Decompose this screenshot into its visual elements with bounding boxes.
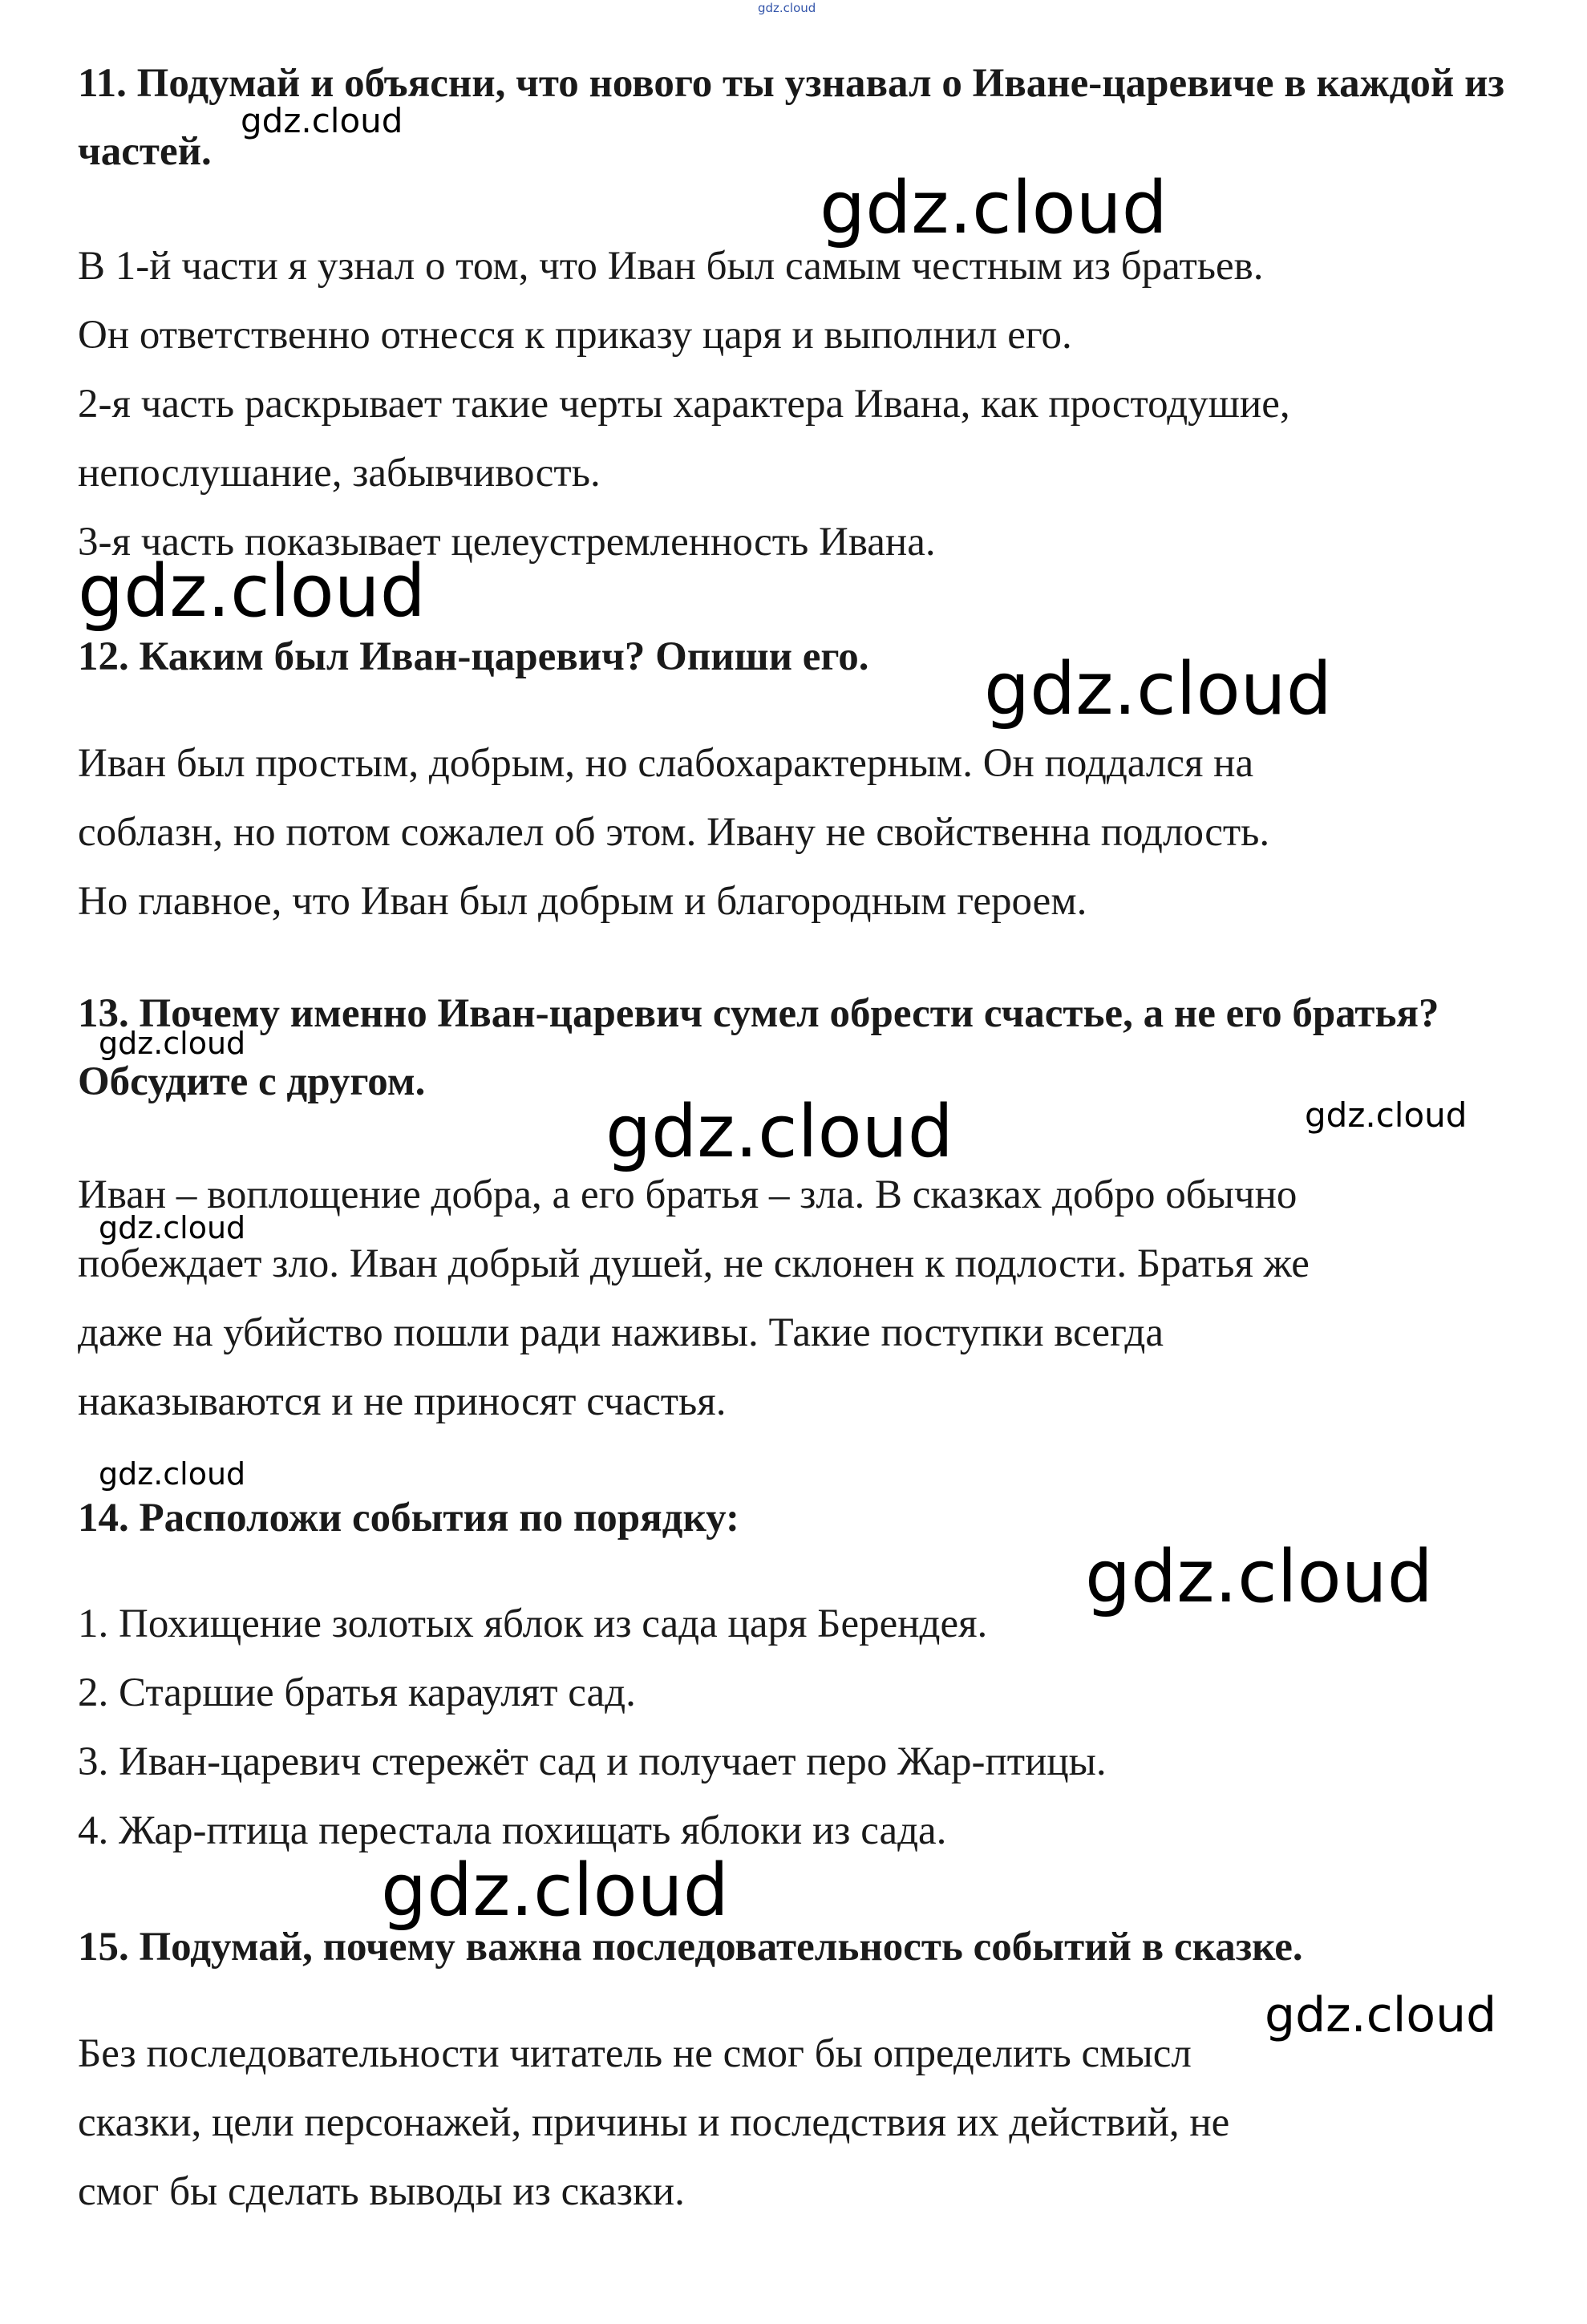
watermark: gdz.cloud [241,101,403,140]
answer-line: даже на убийство пошли ради наживы. Такие поступки всегда [78,1310,1164,1355]
question-13: 13. Почему именно Иван-царевич сумел обрести счастье, а не его братья? Обсудите с другом. [78,991,1439,1104]
watermark: gdz.cloud [381,1848,729,1933]
answer-line: 3-я часть показывает целеустремленность Ивана. [78,520,936,565]
answer-line: наказываются и не приносят счастья. [78,1379,727,1424]
watermark: gdz.cloud [99,1210,246,1245]
answer-line: В 1-й части я узнал о том, что Иван был самым честным из братьев. [78,244,1264,289]
answer-line: Но главное, что Иван был добрым и благородным героем. [78,879,1087,924]
question-11: 11. Подумай и объясни, что нового ты узнавал о Иване-царевиче в каждой из частей. [78,61,1504,174]
answer-11 [78,232,1521,577]
answer-12 [78,729,1521,936]
question-14: 14. Расположи события по порядку: [78,1496,739,1541]
answer-line: побеждает зло. Иван добрый душей, не склонен к подлости. Братья же [78,1241,1310,1286]
list-item: 1. Похищение золотых яблок из сада царя Берендея. [78,1601,988,1646]
watermark: gdz.cloud [820,166,1168,250]
watermark: gdz.cloud [99,1456,246,1492]
list-item: 2. Старшие братья караулят сад. [78,1670,636,1715]
answer-line: Он ответственно отнесся к приказу царя и выполнил его. [78,313,1072,358]
watermark: gdz.cloud [984,647,1332,731]
question-12: 12. Каким был Иван-царевич? Опиши его. [78,634,869,679]
answer-14 [78,1589,1521,1865]
watermark: gdz.cloud [1265,1987,1497,2043]
answer-line: Иван – воплощение добра, а его братья – зла. В сказках добро обычно [78,1172,1298,1217]
answer-line: непослушание, забывчивость. [78,451,601,496]
answer-15 [78,2019,1521,2226]
answer-line: Иван был простым, добрым, но слабохарактерным. Он поддался на [78,741,1254,786]
answer-line: сказки, цели персонажей, причины и последствия их действий, не [78,2100,1230,2145]
answer-line: смог бы сделать выводы из сказки. [78,2169,685,2214]
answer-13 [78,1160,1521,1436]
list-item: 3. Иван-царевич стережёт сад и получает перо Жар-птицы. [78,1739,1107,1784]
top-watermark: gdz.cloud [758,1,816,15]
watermark: gdz.cloud [99,1026,246,1061]
watermark: gdz.cloud [1085,1535,1433,1619]
watermark: gdz.cloud [78,549,426,634]
watermark: gdz.cloud [605,1090,953,1174]
answer-line: соблазн, но потом сожалел об этом. Ивану не свойственна подлость. [78,810,1270,855]
answer-line: Без последовательности читатель не смог бы определить смысл [78,2031,1192,2076]
answer-line: 2-я часть раскрывает такие черты характера Ивана, как простодушие, [78,382,1290,427]
list-item: 4. Жар-птица перестала похищать яблоки из сада. [78,1808,947,1853]
watermark: gdz.cloud [1305,1095,1468,1135]
question-15: 15. Подумай, почему важна последовательность событий в сказке. [78,1925,1303,1970]
